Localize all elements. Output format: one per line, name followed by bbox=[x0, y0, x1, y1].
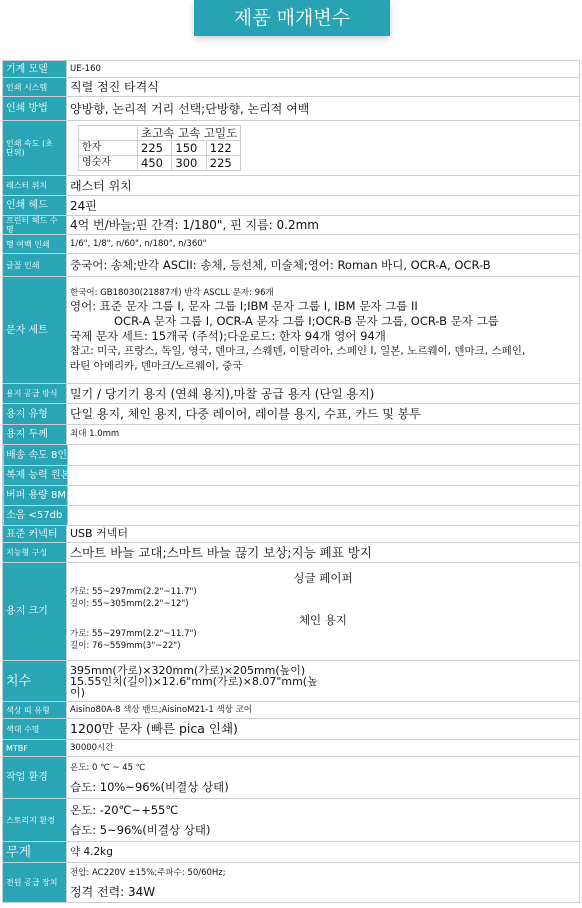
row-label: 전원 공급 장치 bbox=[3, 863, 67, 903]
table-row bbox=[3, 404, 580, 425]
row-label: 인쇄 속도 (초 단위) bbox=[3, 121, 67, 176]
row-value: 단일 용지, 체인 용지, 다중 레이어, 레이블 용지, 수표, 카드 및 봉투 bbox=[67, 404, 580, 425]
row-label: 래스터 위치 bbox=[3, 176, 67, 196]
row-label: 용지 두께 bbox=[3, 425, 67, 445]
table-row bbox=[3, 466, 580, 486]
table-row bbox=[3, 563, 580, 661]
row-value: 양방향, 논리적 거리 선택;단방향, 논리적 여백 bbox=[67, 97, 580, 121]
table-row bbox=[3, 799, 580, 842]
row-label: 복제 능력 원본 + 6개 bbox=[3, 466, 580, 486]
row-label: MTBF bbox=[3, 740, 67, 757]
row-value: UE-160 bbox=[67, 61, 580, 78]
row-value: 래스터 위치 bbox=[67, 176, 580, 196]
row-label: 인쇄 헤드 bbox=[3, 196, 67, 216]
row-value: 온도: -20℃~+55℃ 습도: 5~96%(비결상 상태) bbox=[67, 799, 580, 842]
speed-table bbox=[78, 125, 241, 171]
row-value: Aisino80A-8 색상 밴드;AisinoM21-1 색상 코어 bbox=[67, 702, 580, 719]
row-label: 표준 커넥터 bbox=[3, 526, 67, 543]
table-row bbox=[3, 661, 580, 702]
row-value: 한국어: GB18030(21887개) 반각 ASCLL 문자: 96개 영어: 표준 문자 그룹 I, 문자 그룹 I;IBM 문자 그룹 I, IBM 문자 그룹 II OCR-A 문자 그룹 I, OCR-A 문자 그룹 I;OCR-B 문자 그룹, OCR-B 문자 그룹 국제 문자 세트: 15개국 (주석);다운로드: 한자 94개 영어 94개 참고: 미국, 프랑스, 독일, 영국, 덴마크, 스웨덴, 이탈리아, 스페인 I, 일본, 노르웨이, 덴마크, 스페인, 라틴 아메리카, 덴마크/노르웨이, 중국 bbox=[67, 277, 580, 384]
row-value: 24핀 bbox=[67, 196, 580, 216]
row-value: 싱글 페이퍼 가로: 55~297mm(2.2"~11.7") 길이: 55~305mm(2.2"~12") 체인 용지 가로: 55~297mm(2.2"~11.7") 길이: 76~559mm(3"~22") bbox=[67, 563, 580, 661]
row-label: 작업 환경 bbox=[3, 757, 67, 799]
row-label: 버퍼 용량 8M bbox=[3, 486, 580, 506]
row-label: 글꼴 인쇄 bbox=[3, 254, 67, 277]
row-label: 치수 bbox=[3, 661, 67, 702]
row-value: 약 4.2kg bbox=[67, 842, 580, 863]
table-row bbox=[3, 97, 580, 121]
row-label: 배송 속도 8인치/s bbox=[3, 445, 580, 466]
row-label: 용지 유형 bbox=[3, 404, 67, 425]
table-row bbox=[3, 176, 580, 196]
table-row bbox=[3, 121, 580, 176]
row-value: 1200만 문자 (빠른 pica 인쇄) bbox=[67, 719, 580, 740]
table-row bbox=[3, 384, 580, 404]
row-value: 최대 1.0mm bbox=[67, 425, 580, 445]
row-value: 직렬 점진 타격식 bbox=[67, 78, 580, 97]
table-row bbox=[3, 277, 580, 384]
row-label: 색상 띠 유형 bbox=[3, 702, 67, 719]
speed-row: 영숫자 450 300 225 bbox=[79, 156, 241, 171]
table-row bbox=[3, 425, 580, 445]
header-band bbox=[0, 0, 582, 50]
row-label: 기계 모델 bbox=[3, 61, 67, 78]
table-row bbox=[3, 61, 580, 78]
row-label: 용지 공급 방식 bbox=[3, 384, 67, 404]
row-value: 30000시간 bbox=[67, 740, 580, 757]
row-label: 프린터 헤드 수명 bbox=[3, 216, 67, 235]
table-row bbox=[3, 702, 580, 719]
table-row bbox=[3, 254, 580, 277]
table-row bbox=[3, 740, 580, 757]
table-row bbox=[3, 235, 580, 254]
row-label: 스토리지 환경 bbox=[3, 799, 67, 842]
row-value: 395mm(가로)×320mm(가로)×205mm(높이) 15.55인치(길이)×12.6"mm(가로)×8.07"mm(높 이) bbox=[67, 661, 580, 702]
row-label: 행 여백 인쇄 bbox=[3, 235, 67, 254]
row-value: 전압: AC220V ±15%;주파수: 50/60Hz; 정격 전력: 34W bbox=[67, 863, 580, 903]
spec-table bbox=[2, 60, 580, 903]
row-value: 중국어: 송체;반각 ASCII: 송체, 등선체, 미술체;영어: Roman 바디, OCR-A, OCR-B bbox=[67, 254, 580, 277]
row-value: 1/6", 1/8", n/60", n/180", n/360" bbox=[67, 235, 580, 254]
table-row bbox=[3, 506, 580, 526]
table-row bbox=[3, 863, 580, 903]
table-row bbox=[3, 78, 580, 97]
table-row bbox=[3, 842, 580, 863]
row-label: 무게 bbox=[3, 842, 67, 863]
table-row bbox=[3, 543, 580, 563]
table-row bbox=[3, 719, 580, 740]
row-value: 4억 번/바늘;핀 간격: 1/180", 핀 지름: 0.2mm bbox=[67, 216, 580, 235]
row-label: 인쇄 시스템 bbox=[3, 78, 67, 97]
row-value: 밀기 / 당기기 용지 (연쇄 용지),마찰 공급 용지 (단일 용지) bbox=[67, 384, 580, 404]
table-row bbox=[3, 216, 580, 235]
row-label: 소음 <57db bbox=[3, 506, 580, 526]
row-label: 인쇄 방법 bbox=[3, 97, 67, 121]
row-label: 색대 수명 bbox=[3, 719, 67, 740]
row-value: 스마트 바늘 교대;스마트 바늘 끊기 보상;지능 폐표 방지 bbox=[67, 543, 580, 563]
row-value: 온도: 0 ℃ ~ 45 ℃ 습도: 10%~96%(비결상 상태) bbox=[67, 757, 580, 799]
table-row bbox=[3, 196, 580, 216]
row-label: 용지 크기 bbox=[3, 563, 67, 661]
speed-row: 한자 225 150 122 bbox=[79, 141, 241, 156]
page-title: 제품 매개변수 bbox=[194, 0, 390, 36]
row-value: USB 커넥터 bbox=[67, 526, 580, 543]
row-label: 지능형 구성 bbox=[3, 543, 67, 563]
table-row bbox=[3, 445, 580, 466]
table-row bbox=[3, 757, 580, 799]
speed-table-cell bbox=[67, 121, 580, 176]
table-row bbox=[3, 486, 580, 506]
table-row bbox=[3, 526, 580, 543]
row-label: 문자 세트 bbox=[3, 277, 67, 384]
speed-header: 초고속 고속 고밀도 bbox=[138, 126, 241, 141]
